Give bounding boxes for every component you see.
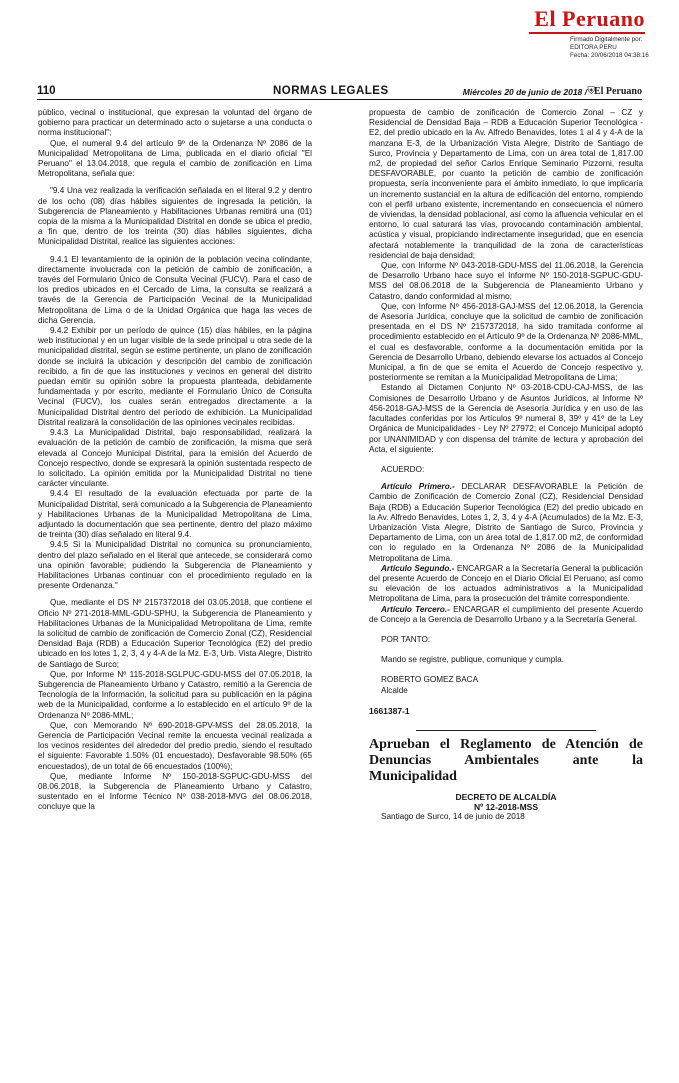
- paragraph: 9.4.2 Exhibir por un período de quince (15) días hábiles, en la página web institucional y en un lugar visible de la sede principal u otra sede de la municipalidad distrital, según se estime pertinente, un plano de zonificación donde se incluirá la ubicación y descripción del cambio de zonificación recibido, a fin de que las instituciones y vecinos en general del distrito puedan emitir su opinión sobre la propuesta planteada, debidamente fundamentada y por escrito, mediante el Formulario Único de Consulta Vecinal (FUCV), los cuales serán entregados directamente a la Municipalidad Distrital dentro del período de exhibición. La Municipalidad Distrital realizará la consolidación de las opiniones vecinales recibidas.: [38, 326, 312, 427]
- paragraph: Que, mediante el DS Nº 2157372018 del 03.05.2018, que contiene el Oficio Nº 271-2018-MML-GDU-SPHU, la Subgerencia de Planeamiento y Habilitaciones Urbanas de la Municipalidad Metropolitana de Lima, remite la solicitud de cambio de zonificación de Comercio Zonal (CZ), Residencial Densidad Baja (RDB) a Educación Superior Tecnológica (E2) del predio ubicado en los lotes 1, 2, 3, 4 y 4-A de la Mz. E-3, Urb. Vista Alegre, Distrito de Santiago de Surco;: [38, 598, 312, 669]
- article-paragraph: [369, 482, 643, 564]
- article-text: DECLARAR DESFAVORABLE la Petición de Cambio de Zonificación de Comercio Zonal (CZ), Residencial Densidad Baja (RDB) a Educación Superior Tecnológica (E2) del predio ubicado en la Av. Alfredo Benavides, Lotes 1, 2, 3, 4 y 4-A (Acumulados) de la Mz. E-3, Urbanización Vista Alegre, Distrito de Santiago de Surco, Provincia y Departamento de Lima, con un área total de 1,817.00 m2, de conformidad con lo regulado en la Ordenanza Nº 2086 de la Municipalidad Metropolitana de Lima.: [369, 482, 644, 563]
- digital-signature: [570, 36, 649, 60]
- decree-heading: [369, 792, 643, 812]
- masthead: [0, 0, 679, 80]
- left-column: [38, 108, 312, 813]
- publication-code: 1661387-1: [369, 705, 410, 716]
- divider: [416, 730, 596, 731]
- running-head-logo: El Peruano: [593, 86, 642, 97]
- article-text: ENCARGAR a la Secretaría General la publicación del presente Acuerdo de Concejo en el Diario Oficial El Peruano; así como su elevación de los actuados administrativos a la Municipalidad Metropolitana de Lima, para la prosecución del trámite correspondiente.: [369, 563, 643, 604]
- right-column: [369, 108, 643, 823]
- paragraph: público, vecinal o institucional, que expresan la voluntad del órgano de gobierno para practicar un determinado acto o sujetarse a una conducta o norma institucional";: [38, 108, 312, 138]
- signer-name: ROBERTO GOMEZ BACA: [381, 675, 479, 685]
- decree-title: DECRETO DE ALCALDÍA: [455, 792, 557, 803]
- paragraph: Que, con Memorando Nº 690-2018-GPV-MSS del 28.05.2018, la Gerencia de Participación Vecinal remite la encuesta vecinal realizada a los vecinos residentes del alrededor del predio predio, siendo el resultado el siguiente: Favorable 1.50% (01 encuestado), Desfavorable 98.50% (65 encuestados), de un total de 66 encuestados (100%);: [38, 720, 312, 771]
- issue-date: Miércoles 20 de junio de 2018 /: [462, 87, 587, 97]
- acuerdo-heading: ACUERDO:: [381, 464, 425, 474]
- closing-formula: Mando se registre, publique, comunique y cumpla.: [381, 655, 564, 665]
- place-date: Santiago de Surco, 14 de junio de 2018: [381, 812, 525, 822]
- article-paragraph: [369, 605, 643, 625]
- paragraph: Que, el numeral 9.4 del artículo 9º de la Ordenanza Nº 2086 de la Municipalidad Metropolitana de Lima, publicada en el diario oficial "El Peruano" el 13.04.2018, que regula el cambio de zonificación en Lima Metropolitana, señala que:: [38, 138, 312, 179]
- paragraph: 9.4.5 Si la Municipalidad Distrital no comunica su pronunciamiento, dentro del plazo señalado en el literal que antecede, se considerará como una opinión favorable; pudiendo la Subgerencia de Planeamiento y Habilitaciones Urbanas continuar con el procedimiento regulado en la presente Ordenanza.": [38, 540, 312, 591]
- norm-headline: Aprueban el Reglamento de Atención de Denuncias Ambientales ante la Municipalidad: [369, 736, 643, 784]
- paragraph: Que, mediante Informe Nº 150-2018-SGPUC-GDU-MSS del 08.06.2018, la Subgerencia de Planeamiento Urbano y Catastro, sustentado en el Informe Técnico Nº 038-2018-MVG del 08.06.2018, concluye que la: [38, 771, 312, 812]
- page-number: 110: [37, 85, 56, 97]
- paragraph: Que, por Informe Nº 115-2018-SGLPUC-GDU-MSS del 07.05.2018, la Subgerencia de Planeamiento Urbano y Catastro, remitió a la Gerencia de Tecnología de la Información, la solicitud para su publicación en la página web de la Municipalidad, conforme a lo establecido en el artículo 9º de la Ordenanza Nº 2086-MML;: [38, 669, 312, 720]
- logo-underline: [529, 32, 645, 34]
- article-text: ENCARGAR el cumplimiento del presente Acuerdo de Concejo a la Gerencia de Desarrollo Urbano y a la Secretaría General.: [369, 604, 643, 624]
- section-title: NORMAS LEGALES: [273, 85, 389, 97]
- signature-line: Firmado Digitalmente por:: [570, 36, 643, 43]
- signature-line: Fecha: 20/06/2018 04:38:16: [570, 52, 649, 59]
- paragraph: 9.4.3 La Municipalidad Distrital, bajo responsabilidad, realizará la evaluación de la petición de cambio de zonificación, la misma que será elevada al Concejo Municipal Distrital, para la emisión del Acuerdo de Concejo respectivo, donde se expresará la opinión sustentada respecto de lo solicitado. La opinión emitida por la Municipalidad Distrital no tiene carácter vinculante.: [38, 428, 312, 489]
- quote-paragraph: "9.4 Una vez realizada la verificación señalada en el literal 9.2 y dentro de los ocho (08) días hábiles siguientes de ingresada la petición, la Subgerencia de Planeamiento y Habilitaciones Urbanas remitirá una (01) copia de la misma a la Municipalidad Distrital en donde se ubica el predio, a fin que, dentro de los treinta (30) días hábiles siguientes, dicha Municipalidad Distrital, realice las siguientes acciones:: [38, 186, 312, 247]
- article-label: Artículo Primero.-: [381, 482, 455, 492]
- decree-number: Nº 12-2018-MSS: [473, 802, 539, 813]
- paragraph: 9.4.1 El levantamiento de la opinión de la población vecina colindante, directamente involucrada con la petición de cambio de zonificación, a través del Formulario Único de Consulta Vecinal (FUCV). Para el caso de los predios ubicados en el Cercado de Lima, la consulta se realizará a través de la Gerencia de Participación Vecinal de la Municipalidad Metropolitana de Lima o de la Unidad Orgánica que haga las veces de dicha Gerencia.: [38, 254, 312, 325]
- shield-icon: ⛨: [587, 86, 595, 97]
- article-label: Artículo Tercero.-: [381, 604, 450, 614]
- article-paragraph: [369, 564, 643, 605]
- por-tanto: POR TANTO:: [381, 634, 431, 644]
- paragraph: Que, con Informe Nº 043-2018-GDU-MSS del 11.06.2018, la Gerencia de Desarrollo Urbano hace suyo el Informe Nº 150-2018-SGPUC-GDU-MSS del 08.06.2018 de la Subgerencia de Planeamiento Urbano y Catastro, dando conformidad al mismo;: [369, 261, 643, 301]
- el-peruano-logo: El Peruano: [534, 6, 645, 31]
- paragraph: Estando al Dictamen Conjunto Nº 03-2018-CDU-CAJ-MSS, de las Comisiones de Desarrollo Urbano y de Asuntos Jurídicos, al Informe Nº 456-2018-GAJ-MSS de la Gerencia de Asesoría Jurídica y en uso de las facultades conferidas por los Artículos 9º numeral 8, 39º y 41º de la Ley Orgánica de Municipalidades - Ley Nº 27972; el Concejo Municipal adoptó por UNANIMIDAD y con dispensa del trámite de lectura y aprobación del Acta, el siguiente:: [369, 383, 643, 454]
- paragraph: propuesta de cambio de zonificación de Comercio Zonal – CZ y Residencial de Densidad Baja – RDB a Educación Superior Tecnológica - E2, del predio ubicado en la Av. Alfredo Benavides, lotes 1 al 4 y 4-A de la manzana E-3, de la Urbanización Vista Alegre, Distrito de Santiago de Surco, Provincia y Departamento de Lima, con un área total de 1,817.00 m2, de propiedad del señor Carlos Enrique Seminario Pizzorni, resulta DESFAVORABLE, por cuanto la petición de cambio de zonificación propuesta, sería inconveniente para el ámbito inmediato, lo que implicaría un incremento sustancial en la altura de edificación del entorno, rompiendo con el perfil urbano existente, incrementando en consecuencia el número de viviendas, la densidad poblacional, así como la afluencia vehicular en el entorno, lo cual saturará las vías, provocando contaminación ambiental, acústica y visual, propiciando indirectamente inseguridad, que en esencia afectará notablemente la tranquilidad de la zona de características residencial de baja densidad;: [369, 108, 643, 260]
- article-label: Artículo Segundo.-: [381, 563, 455, 573]
- signature-line: EDITORA PERU: [570, 44, 617, 51]
- signer-title: Alcalde: [381, 685, 408, 695]
- paragraph: 9.4.4 El resultado de la evaluación efectuada por parte de la Municipalidad Distrital, será comunicado a la Subgerencia de Planeamiento y Habilitaciones Urbanas de la Municipalidad Metropolitana de Lima, adjuntado la documentación que sea pertinente, dentro del plazo máximo de treinta (30) días señalado en literal 9.4.: [38, 489, 312, 540]
- running-head: [37, 85, 642, 100]
- paragraph: Que, con Informe Nº 456-2018-GAJ-MSS del 12.06.2018, la Gerencia de Asesoría Jurídica, concluye que la solicitud de cambio de zonificación presentada en el DS Nº 2157372018, ha sido tramitada conforme al procedimiento establecido en el Artículo 9º de la Ordenanza Nº 2086-MML, el cual es desfavorable, conforme a la documentación emitida por la Gerencia de Desarrollo Urbano, debiendo elevarse los actuados al Concejo Municipal, a fin de que se emita el Acuerdo de Concejo respectivo y, posteriormente se remitan a la Municipalidad Metropolitana de Lima;: [369, 301, 643, 383]
